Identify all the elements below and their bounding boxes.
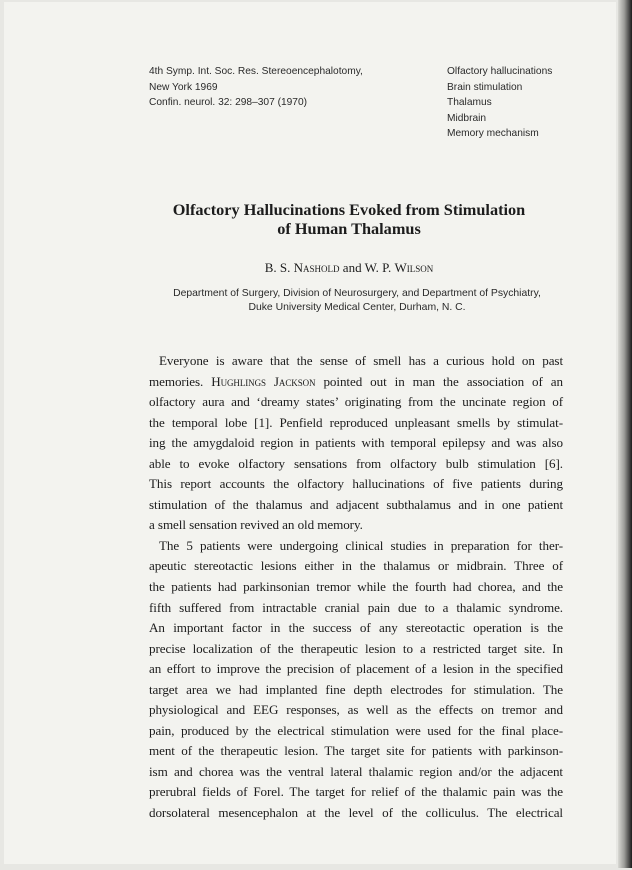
body-line: The 5 patients were undergoing clinical studies in preparation for ther- — [159, 537, 563, 553]
body-line: the patients had parkinsonian tremor while the fourth had chorea, and the — [149, 579, 563, 595]
citation-line: 4th Symp. Int. Soc. Res. Stereoencephalotomy, — [149, 66, 363, 77]
keyword: Midbrain — [447, 112, 487, 124]
body-line: dorsolateral mesencephalon at the level of the colliculus. The electrical — [149, 805, 563, 821]
keyword: Brain stimulation — [447, 81, 523, 93]
body-line: prerubral fields of Forel. The target for relief of the thalamic pain was the — [149, 784, 563, 800]
affiliation — [142, 287, 572, 315]
body-line: olfactory aura and ‘dreamy states’ originating from the uncinate region of — [149, 394, 563, 410]
title-line-1: Olfactory Hallucinations Evoked from Stimulation — [172, 200, 526, 219]
authors — [134, 260, 564, 276]
citation-line: New York 1969 — [149, 81, 218, 93]
cited-name: Hughlings Jackson — [211, 373, 316, 389]
citation-line: Confin. neurol. 32: 298–307 (1970) — [149, 97, 308, 108]
paper-title — [134, 200, 564, 238]
keyword: Memory mechanism — [447, 128, 539, 139]
body-line: target area we had implanted fine depth electrodes for stimulation. The — [149, 681, 563, 697]
body-line — [149, 372, 563, 393]
binding-edge — [618, 0, 632, 868]
body-line: apeutic stereotactic lesions either in the thalamus or midbrain. Three of — [149, 558, 563, 574]
body-line: pain, produced by the electrical stimulation were used for the final place- — [149, 722, 563, 738]
author-2-surname: Wilson — [394, 260, 434, 275]
body-text-fragment: memories. — [149, 373, 204, 389]
body-text — [149, 351, 563, 824]
body-text-fragment: pointed out in man the association of an — [323, 373, 563, 389]
body-line: fifth suffered from intractable cranial pain due to a thalamic syndrome. — [149, 599, 563, 615]
author-1-initials: B. S. — [264, 260, 291, 275]
body-line: able to evoke olfactory sensations from olfactory bulb stimulation [6]. — [149, 455, 563, 471]
body-line: ment of the therapeutic lesion. The target site for patients with parkinson- — [149, 743, 563, 759]
affiliation-line-2: Duke University Medical Center, Durham, N. C. — [248, 302, 466, 313]
keyword: Thalamus — [447, 97, 492, 108]
citation-block — [149, 64, 363, 111]
body-line: An important factor in the success of any stereotactic operation is the — [149, 620, 563, 636]
paper-page — [4, 2, 616, 864]
body-line: ism and chorea was the ventral lateral thalamic region and/or the adjacent — [149, 763, 563, 779]
title-line-2: of Human Thalamus — [277, 219, 421, 238]
keyword: Olfactory hallucinations — [447, 66, 553, 77]
body-line: an effort to improve the precision of placement of a lesion in the specified — [149, 661, 563, 677]
body-line: stimulation of the thalamus and adjacent subthalamus and in one patient — [149, 496, 563, 512]
body-line: physiological and EEG responses, as well as the effects on tremor and — [149, 702, 563, 718]
author-1-surname: Nashold — [293, 260, 340, 275]
authors-conjunction: and — [342, 260, 362, 275]
body-line: a smell sensation revived an old memory. — [149, 517, 363, 533]
author-2-initials: W. P. — [364, 260, 392, 275]
body-line: the temporal lobe [1]. Penfield reproduced unpleasant smells by stimulat- — [149, 414, 563, 430]
body-line: Everyone is aware that the sense of smell has a curious hold on past — [159, 353, 563, 368]
keywords-block — [447, 64, 552, 142]
body-line: ing the amygdaloid region in patients with temporal epilepsy and was also — [149, 435, 563, 451]
body-line: This report accounts the olfactory hallucinations of five patients during — [149, 476, 563, 492]
affiliation-line-1: Department of Surgery, Division of Neurosurgery, and Department of Psychiatry, — [173, 288, 541, 299]
body-line: precise localization of the therapeutic lesion to a restricted target site. In — [149, 640, 563, 656]
